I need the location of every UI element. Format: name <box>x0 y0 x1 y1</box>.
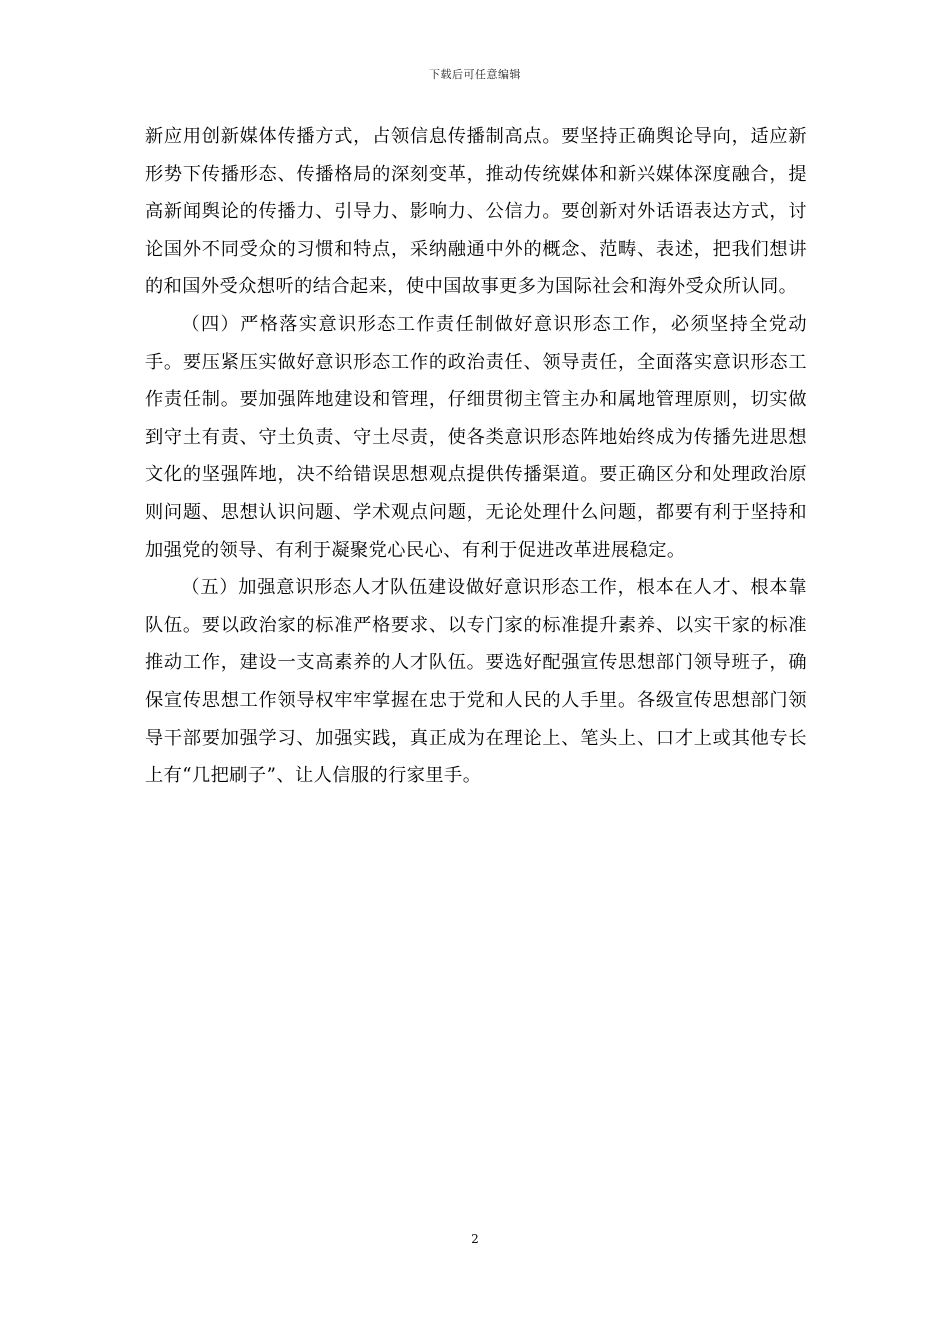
paragraph-continued: 新应用创新媒体传播方式，占领信息传播制高点。要坚持正确舆论导向，适应新形势下传播形态、传播格局的深刻变革，推动传统媒体和新兴媒体深度融合，提高新闻舆论的传播力、引导力、影响力、公信力。要创新对外话语表达方式，讨论国外不同受众的习惯和特点，采纳融通中外的概念、范畴、表述，把我们想讲的和国外受众想听的结合起来，使中国故事更多为国际社会和海外受众所认同。 <box>145 126 807 298</box>
document-body <box>145 118 807 795</box>
paragraph-section-five: （五）加强意识形态人才队伍建设做好意识形态工作，根本在人才、根本靠队伍。要以政治家的标准严格要求、以专门家的标准提升素养、以实干家的标准推动工作，建设一支高素养的人才队伍。要选好配强宣传思想部门领导班子，确保宣传思想工作领导权牢牢掌握在忠于党和人民的人手里。各级宣传思想部门领导干部要加强学习、加强实践，真正成为在理论上、笔头上、口才上或其他专长上有“几把刷子”、让人信服的行家里手。 <box>145 577 807 787</box>
page-header: 下载后可任意编辑 <box>429 68 521 81</box>
paragraph-section-four: （四）严格落实意识形态工作责任制做好意识形态工作，必须坚持全党动手。要压紧压实做好意识形态工作的政治责任、领导责任，全面落实意识形态工作责任制。要加强阵地建设和管理，仔细贯彻主管主办和属地管理原则，切实做到守土有责、守土负责、守土尽责，使各类意识形态阵地始终成为传播先进思想文化的坚强阵地，决不给错误思想观点提供传播渠道。要正确区分和处理政治原则问题、思想认识问题、学术观点问题，无论处理什么问题，都要有利于坚持和加强党的领导、有利于凝聚党心民心、有利于促进改革进展稳定。 <box>145 313 807 561</box>
page-number: 2 <box>471 1232 479 1246</box>
